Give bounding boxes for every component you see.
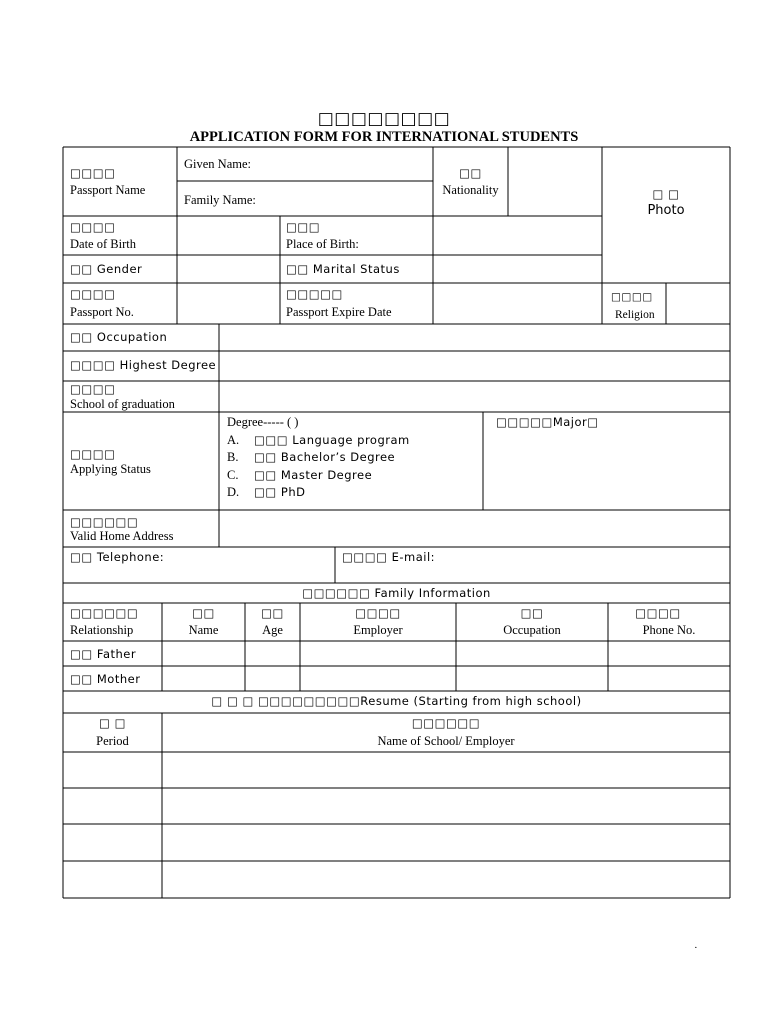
father-occupation-field[interactable] xyxy=(458,643,606,664)
photo-label-cn: □ □ xyxy=(652,187,680,201)
resume-school-field[interactable] xyxy=(164,754,728,786)
address-field[interactable] xyxy=(221,512,728,545)
marital-field[interactable] xyxy=(435,257,600,281)
col-header-cn: □□□□ xyxy=(635,606,681,620)
occupation-field[interactable] xyxy=(221,326,728,349)
given-name-field[interactable] xyxy=(284,150,429,178)
period-header-cn: □ □ xyxy=(99,716,126,730)
col-header-phone: Phone No. xyxy=(642,623,696,637)
major-field[interactable] xyxy=(485,432,728,508)
degree-option[interactable] xyxy=(227,484,305,501)
nationality-field[interactable] xyxy=(510,149,600,214)
resume-period-field[interactable] xyxy=(65,863,160,896)
col-header-cn: □□ xyxy=(192,606,215,620)
photo-box[interactable] xyxy=(604,149,728,281)
highest-degree-field[interactable] xyxy=(221,353,728,379)
school-field[interactable] xyxy=(221,383,728,410)
row-label-father: □□ Father xyxy=(70,647,137,661)
degree-option[interactable] xyxy=(227,449,395,466)
resume-school-field[interactable] xyxy=(164,790,728,822)
father-name-field[interactable] xyxy=(164,643,243,664)
gender-label xyxy=(70,261,142,278)
resume-school-field[interactable] xyxy=(164,826,728,859)
resume-period-field[interactable] xyxy=(65,790,160,822)
option-text: □□ PhD xyxy=(254,485,306,499)
highest-degree-label-text: □□□□ Highest Degree xyxy=(70,358,217,372)
religion-label: Religion xyxy=(615,309,655,321)
address-label-cn: □□□□□□ xyxy=(70,515,139,529)
degree-option[interactable] xyxy=(227,432,410,449)
school-label-cn: □□□□ xyxy=(70,382,116,396)
family-section-title xyxy=(63,585,730,602)
religion-field[interactable] xyxy=(668,285,728,322)
resume-school-field[interactable] xyxy=(164,863,728,896)
highest-degree-label xyxy=(70,357,216,374)
passport-no-field[interactable] xyxy=(179,285,278,322)
telephone-label xyxy=(70,549,164,566)
title-chinese: □□□□□□□□ xyxy=(317,109,451,129)
family-section-title-text: □□□□□□ Family Information xyxy=(302,586,491,600)
school-employer-header: Name of School/ Employer xyxy=(377,734,515,748)
email-label-text: □□□□ E-mail: xyxy=(342,550,436,564)
option-letter: D. xyxy=(227,485,240,499)
telephone-label-text: □□ Telephone: xyxy=(70,550,165,564)
religion-label-cn: □□□□ xyxy=(611,291,653,303)
pob-label-cn: □□□ xyxy=(286,220,321,234)
school-employer-header-cn: □□□□□□ xyxy=(411,716,481,730)
occupation-label-text: □□ Occupation xyxy=(70,330,168,344)
marital-label-text: □□ Marital Status xyxy=(286,262,400,276)
email-field[interactable] xyxy=(430,566,725,581)
option-text: □□ Bachelor’s Degree xyxy=(254,450,396,464)
email-label xyxy=(342,549,435,566)
resume-period-field[interactable] xyxy=(65,754,160,786)
address-label: Valid Home Address xyxy=(70,529,174,543)
dob-label-cn: □□□□ xyxy=(70,220,116,234)
option-text: □□ Master Degree xyxy=(254,468,373,482)
col-header-cn: □□□□□□ xyxy=(70,606,139,620)
passport-name-label-cn: □□□□ xyxy=(70,166,116,180)
period-header: Period xyxy=(96,734,129,748)
major-label: □□□□□Major□ xyxy=(496,415,599,429)
option-letter: C. xyxy=(227,468,239,482)
nationality-label-cn: □□ xyxy=(459,166,482,180)
option-letter: B. xyxy=(227,450,239,464)
occupation-label xyxy=(70,329,167,346)
given-name-label: Given Name: xyxy=(184,157,251,171)
col-header-cn: □□ xyxy=(261,606,284,620)
expire-label: Passport Expire Date xyxy=(286,305,392,319)
father-phone-field[interactable] xyxy=(610,643,728,664)
telephone-field[interactable] xyxy=(160,566,330,581)
father-age-field[interactable] xyxy=(247,643,298,664)
mother-employer-field[interactable] xyxy=(302,668,454,689)
dob-label: Date of Birth xyxy=(70,237,136,251)
marital-label xyxy=(286,261,400,278)
col-header-employer: Employer xyxy=(353,623,403,637)
table-row xyxy=(70,646,136,663)
resume-period-field[interactable] xyxy=(65,826,160,859)
col-header-cn: □□□□ xyxy=(355,606,401,620)
mother-name-field[interactable] xyxy=(164,668,243,689)
school-label: School of graduation xyxy=(70,397,175,411)
dob-field[interactable] xyxy=(179,218,278,253)
gender-field[interactable] xyxy=(179,257,278,281)
mother-occupation-field[interactable] xyxy=(458,668,606,689)
col-header-occupation: Occupation xyxy=(503,623,561,637)
row-label-mother: □□ Mother xyxy=(70,672,141,686)
applying-label: Applying Status xyxy=(70,462,151,476)
option-letter: A. xyxy=(227,433,240,447)
mother-phone-field[interactable] xyxy=(610,668,728,689)
page-mark: · xyxy=(694,942,698,954)
gender-label-text: □□ Gender xyxy=(70,262,143,276)
applying-label-cn: □□□□ xyxy=(70,447,116,461)
pob-field[interactable] xyxy=(435,218,600,253)
father-employer-field[interactable] xyxy=(302,643,454,664)
option-text: □□□ Language program xyxy=(254,433,410,447)
passport-no-label-cn: □□□□ xyxy=(70,287,116,301)
col-header-name: Name xyxy=(188,623,219,637)
photo-label: Photo xyxy=(647,203,685,218)
form-title: APPLICATION FORM FOR INTERNATIONAL STUDENTS xyxy=(189,129,579,145)
pob-label: Place of Birth: xyxy=(286,237,359,251)
resume-section-title xyxy=(63,693,730,710)
degree-selector[interactable]: Degree----- ( ) xyxy=(227,415,299,429)
nationality-label: Nationality xyxy=(442,183,499,197)
col-header-relationship: Relationship xyxy=(70,623,134,637)
col-header-age: Age xyxy=(262,623,283,637)
passport-no-label: Passport No. xyxy=(70,305,134,319)
passport-name-label: Passport Name xyxy=(70,183,146,197)
expire-field[interactable] xyxy=(435,285,600,322)
expire-label-cn: □□□□□ xyxy=(286,287,343,301)
family-name-field[interactable] xyxy=(284,185,429,213)
family-name-label: Family Name: xyxy=(184,193,256,207)
degree-option[interactable] xyxy=(227,467,372,484)
col-header-cn: □□ xyxy=(520,606,544,620)
resume-section-title-text: □ □ □ □□□□□□□□□Resume (Starting from high school) xyxy=(211,694,582,708)
mother-age-field[interactable] xyxy=(247,668,298,689)
table-row xyxy=(70,671,140,688)
